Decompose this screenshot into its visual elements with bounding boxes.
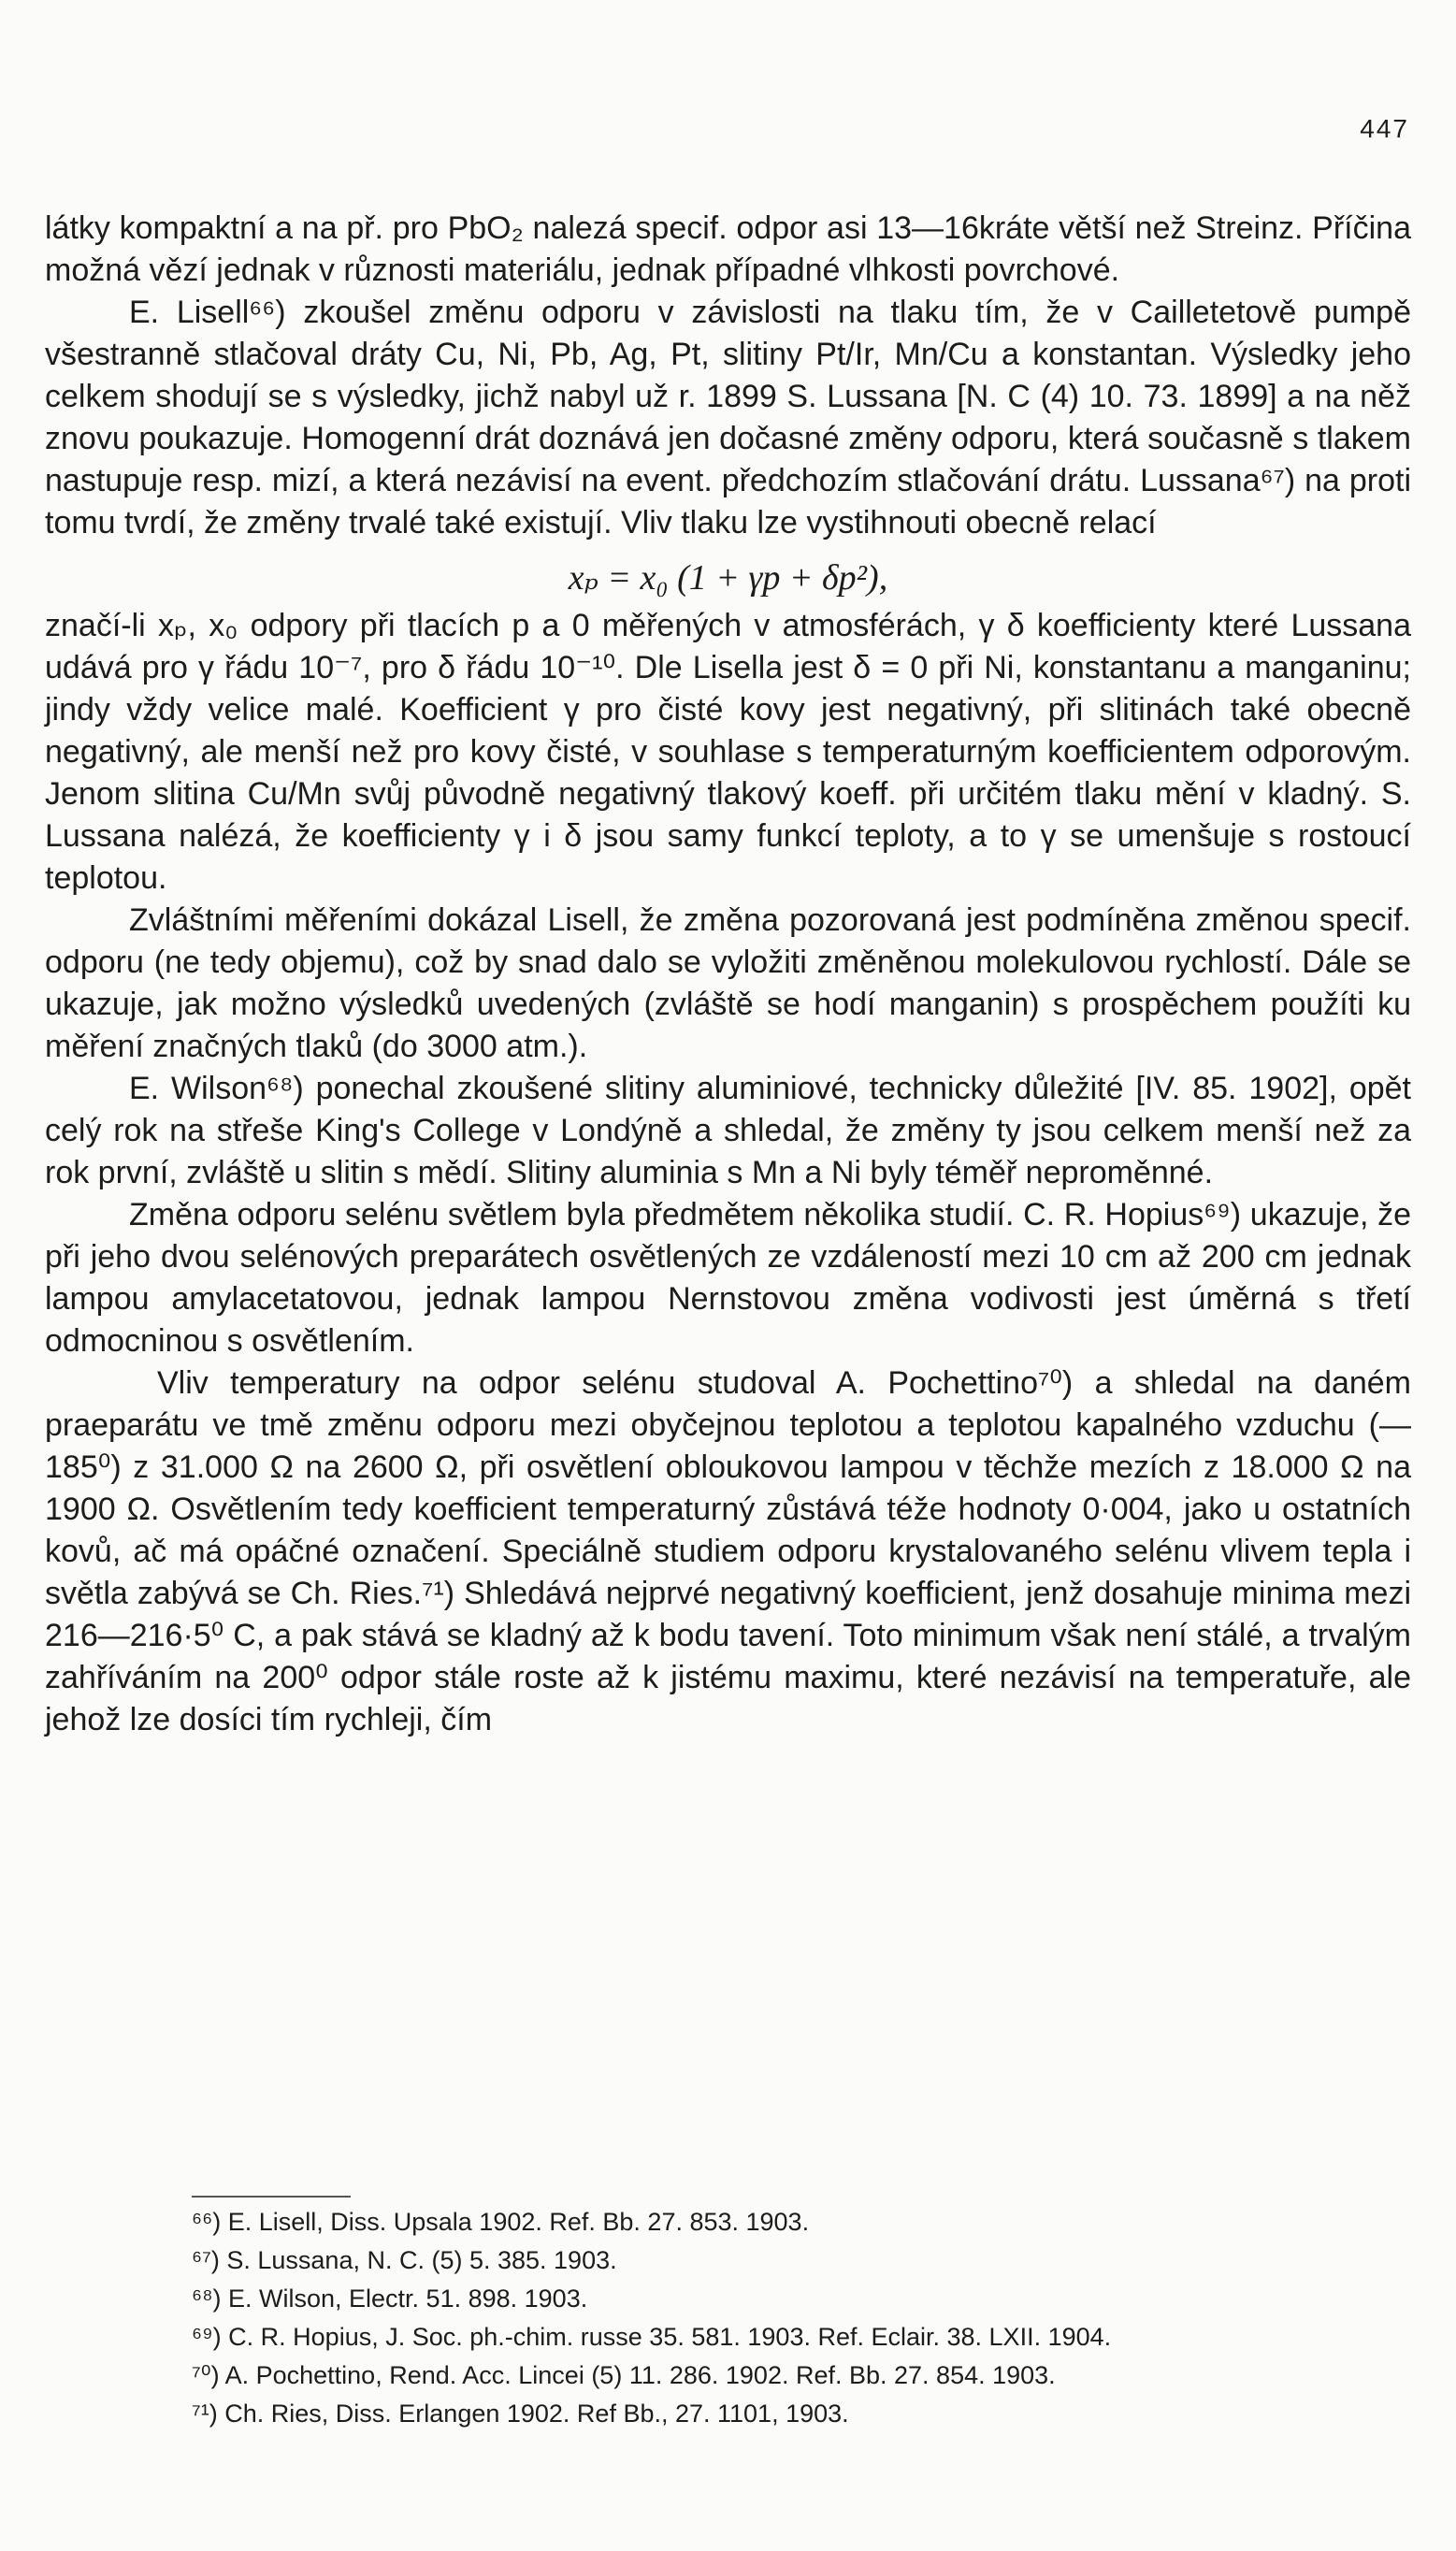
footnotes xyxy=(192,2203,1419,2433)
paragraph-4: Zvláštními měřeními dokázal Lisell, že změna pozorovaná jest podmíněna změnou specif. odporu (ne tedy objemu), což by snad dalo se vyložiti změněnou molekulovou rychlostí. Dále se ukazuje, jak možno výsledků uvedených (zvláště se hodí manganin) s prospěchem použíti ku měření značných tlaků (do 3000 atm.). xyxy=(45,902,1411,1064)
paragraph-2: E. Lisell⁶⁶) zkoušel změnu odporu v závislosti na tlaku tím, že v Cailletetově pumpě všestranně stlačoval dráty Cu, Ni, Pb, Ag, Pt, slitiny Pt/Ir, Mn/Cu a konstantan. Výsledky jeho celkem shodují se s výsledky, jichž nabyl už r. 1899 S. Lussana [N. C (4) 10. 73. 1899] a na něž znovu poukazuje. Homogenní drát doznává jen dočasné změny odporu, která současně s tlakem nastupuje resp. mizí, a která nezávisí na event. předchozím stlačování drátu. Lussana⁶⁷) na proti tomu tvrdí, že změny trvalé také existují. Vliv tlaku lze vystihnouti obecně relací xyxy=(45,295,1411,540)
paragraph-7: Vliv temperatury na odpor selénu studoval A. Pochettino⁷⁰) a shledal na daném praeparátu ve tmě změnu odporu mezi obyčejnou teplotou a teplotou kapalného vzduchu (—185⁰) z 31.000 Ω na 2600 Ω, při osvětlení obloukovou lampou v těchže mezích z 18.000 Ω na 1900 Ω. Osvětlením tedy koefficient temperaturný zůstává téže hodnoty 0·004, jako u ostatních kovů, ač má opáčné označení. Speciálně studiem odporu krystalovaného selénu vlivem tepla i světla zabývá se Ch. Ries.⁷¹) Shledává nejprvé negativný koefficient, jenž dosahuje minima mezi 216—216·5⁰ C, a pak stává se kladný až k bodu tavení. Toto minimum však není stálé, a trvalým zahříváním na 200⁰ odpor stále roste až k jistému maximu, které nezávisí na temperatuře, ale jehož lze dosíci tím rychleji, čím xyxy=(45,1365,1411,1737)
footnote-divider xyxy=(192,2196,351,2198)
pressure-formula: xₚ = x₀ (1 + γp + δp²), xyxy=(568,558,888,598)
footnote-67: ⁶⁷) S. Lussana, N. C. (5) 5. 385. 1903. xyxy=(192,2246,617,2274)
page-number: 447 xyxy=(1360,114,1409,143)
footnote-69: ⁶⁹) C. R. Hopius, J. Soc. ph.-chim. russe 35. 581. 1903. Ref. Eclair. 38. LXII. 1904. xyxy=(192,2323,1112,2351)
paragraph-1: látky kompaktní a na př. pro PbO₂ nalezá specif. odpor asi 13—16kráte větší než Streinz. Příčina možná vězí jednak v různosti materiálu, jednak případné vlhkosti povrchové. xyxy=(45,210,1411,288)
paragraph-5: E. Wilson⁶⁸) ponechal zkoušené slitiny aluminiové, technicky důležité [IV. 85. 1902], opět celý rok na střeše King's College v Londýně a shledal, že změny ty jsou celkem menší než za rok první, zvláště u slitin s mědí. Slitiny aluminia s Mn a Ni byly téměř neproměnné. xyxy=(45,1071,1411,1190)
footnote-66: ⁶⁶) E. Lisell, Diss. Upsala 1902. Ref. Bb. 27. 853. 1903. xyxy=(192,2208,810,2236)
body-text xyxy=(45,208,1411,1741)
footnote-68: ⁶⁸) E. Wilson, Electr. 51. 898. 1903. xyxy=(192,2284,588,2313)
footnote-70: ⁷⁰) A. Pochettino, Rend. Acc. Lincei (5) 11. 286. 1902. Ref. Bb. 27. 854. 1903. xyxy=(192,2361,1056,2389)
paragraph-6: Změna odporu selénu světlem byla předmětem několika studií. C. R. Hopius⁶⁹) ukazuje, že při jeho dvou selénových preparátech osvětlených ze vzdáleností mezi 10 cm až 200 cm jednak lampou amylacetatovou, jednak lampou Nernstovou změna vodivosti jest úměrná s třetí odmocninou s osvětlením. xyxy=(45,1197,1411,1359)
footnote-71: ⁷¹) Ch. Ries, Diss. Erlangen 1902. Ref Bb., 27. 1101, 1903. xyxy=(192,2400,849,2428)
paragraph-3: značí-li xₚ, x₀ odpory při tlacích p a 0 měřených v atmosférách, γ δ koefficienty které Lussana udává pro γ řádu 10⁻⁷, pro δ řádu 10⁻¹⁰. Dle Lisella jest δ = 0 při Ni, konstantanu a manganinu; jindy vždy velice malé. Koefficient γ pro čisté kovy jest negativný, při slitinách také obecně negativný, ale menší než pro kovy čisté, v souhlase s temperaturným koefficientem odporovým. Jenom slitina Cu/Mn svůj původně negativný tlakový koeff. při určitém tlaku mění v kladný. S. Lussana nalézá, že koefficienty γ i δ jsou samy funkcí teploty, a to γ se umenšuje s rostoucí teplotou. xyxy=(45,608,1411,896)
